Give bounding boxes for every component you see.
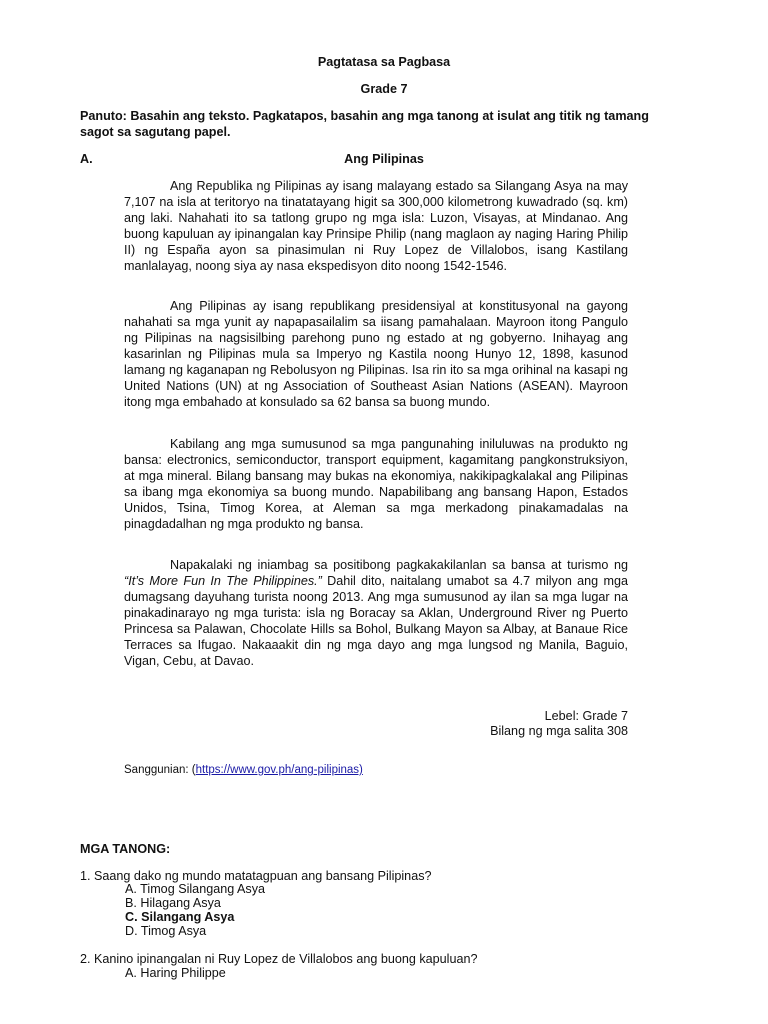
word-count-label: Bilang ng mga salita 308 bbox=[490, 724, 628, 738]
source-label: Sanggunian: ( bbox=[124, 764, 196, 776]
question-1-option-a[interactable]: A. Timog Silangang Asya bbox=[125, 882, 266, 896]
question-1-option-d[interactable]: D. Timog Asya bbox=[125, 924, 207, 938]
document-title: Pagtatasa sa Pagbasa bbox=[317, 55, 451, 69]
paragraph-1: Ang Republika ng Pilipinas ay isang malayang estado sa Silangang Asya na may 7,107 na isla at teritoryo na tinatatayang higit sa 300,000 kilometrong kuwadrado (sq. km) ang laki. Nahahati ito sa tatlong grupo ng mga isla: Luzon, Visayas, at Mindanao. Ang buong kapuluan ay ipinangalan kay Prinsipe Philip (nang maglaon ay naging Haring Philip II) ng España ayon sa pinasimulan ni Ruy Lopez de Villalobos, isang Kastilang manlalayag, noong siya ay nasa ekspedisyon dito noong 1542-1546. bbox=[124, 179, 628, 273]
question-2-text: 2. Kanino ipinangalan ni Ruy Lopez de Villalobos ang buong kapuluan? bbox=[80, 952, 478, 966]
question-1-option-b[interactable]: B. Hilagang Asya bbox=[125, 896, 221, 910]
section-letter: A. bbox=[80, 152, 93, 166]
source-link[interactable]: https://www.gov.ph/ang-pilipinas) bbox=[195, 764, 363, 776]
paragraph-4 bbox=[124, 557, 628, 669]
paragraph-3: Kabilang ang mga sumusunod sa mga pangunahing iniluluwas na produkto ng bansa: electronics, semiconductor, transport equipment, kagamitang pangkonstruksiyon, at mga mineral. Bilang bansang may bukas na ekonomiya, nakikipagkalakal ang Pilipinas sa ibang mga ekonomiya sa buong mundo. Napabilibang ang bansang Hapon, Estados Unidos, Tsina, Timog Korea, at Aleman sa mga merkadong pinakamadalas na pinagdadalhan ng mga produkto ng bansa. bbox=[124, 437, 628, 531]
section-title: Ang Pilipinas bbox=[344, 152, 424, 166]
paragraph-4-after: Dahil dito, naitalang umabot sa 4.7 milyon ang mga dumagsang dayuhang turista noong 2013. Ang mga sumusunod ay ilan sa mga lugar na pinakadinarayo ng mga turista: isla ng Boracay sa Aklan, Underground River ng Puerto Princesa sa Palawan, Chocolate Hills sa Bohol, Bulkang Mayon sa Albay, at Banaue Rice Terraces sa Ifugao. Nakaaakit din ng mga dayo ang mga lungsod ng Manila, Baguio, Vigan, Cebu, at Davao. bbox=[124, 574, 628, 668]
level-label: Lebel: Grade 7 bbox=[544, 709, 628, 723]
source-reference bbox=[124, 762, 363, 778]
questions-heading: MGA TANONG: bbox=[80, 842, 171, 856]
question-2-option-a[interactable]: A. Haring Philippe bbox=[125, 966, 226, 980]
question-1-text: 1. Saang dako ng mundo matatagpuan ang bansang Pilipinas? bbox=[80, 869, 432, 883]
paragraph-4-before: Napakalaki ng iniambag sa positibong pagkakakilanlan sa bansa at turismo ng bbox=[170, 558, 628, 572]
question-1-option-c-selected[interactable]: C. Silangang Asya bbox=[125, 910, 235, 924]
instructions: Panuto: Basahin ang teksto. Pagkatapos, basahin ang mga tanong at isulat ang titik ng tamang sagot sa sagutang papel. bbox=[80, 109, 649, 139]
question-1-options bbox=[125, 882, 265, 938]
question-2-options bbox=[125, 966, 226, 980]
grade-label: Grade 7 bbox=[360, 82, 408, 96]
slogan-quote: “It’s More Fun In The Philippines.” bbox=[124, 574, 322, 588]
paragraph-2: Ang Pilipinas ay isang republikang presidensiyal at konstitusyonal na gayong nahahati sa mga yunit ay napapasailalim sa iisang pamahalaan. Mayroon itong Pangulo ng Pilipinas na nagsisilbing parehong puno ng estado at ng gobyerno. Inihayag ang kasarinlan ng Pilipinas mula sa Imperyo ng Kastila noong Hunyo 12, 1898, kasunod lamang ng kaganapan ng Rebolusyon ng Pilipinas. Isa rin ito sa mga orihinal na kasapi ng United Nations (UN) at ng Association of Southeast Asian Nations (ASEAN). Mayroon itong mga embahado at konsulado sa 62 bansa sa buong mundo. bbox=[124, 299, 628, 409]
